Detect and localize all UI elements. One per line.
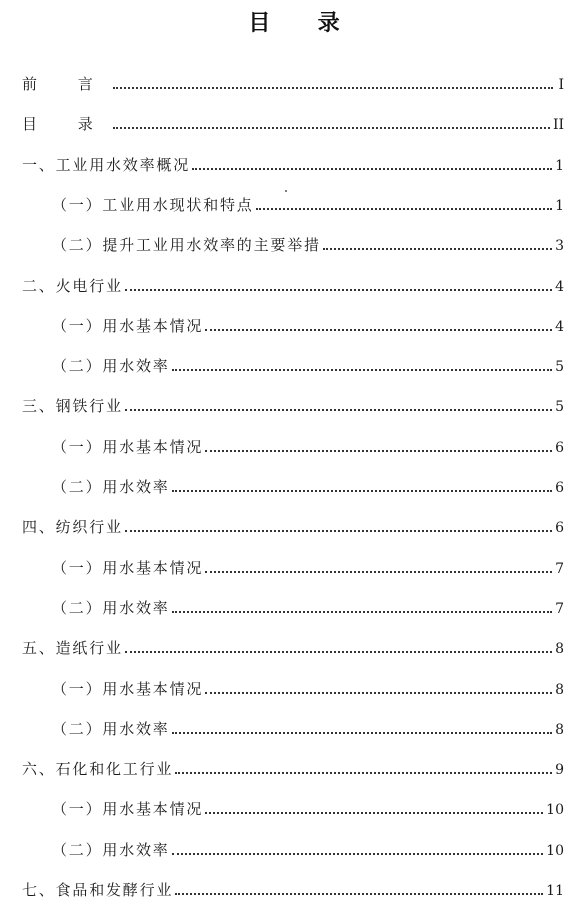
- toc-entry-page-number: 7: [555, 561, 564, 577]
- dot-leader: [125, 651, 552, 653]
- dot-leader: [172, 490, 552, 492]
- toc-entry-label: （一）用水基本情况: [52, 438, 204, 456]
- dot-leader: [205, 692, 552, 694]
- toc-entry-page-number: 3: [555, 238, 564, 254]
- toc-entry-page-number: 8: [555, 682, 564, 698]
- dot-leader: [175, 772, 552, 774]
- toc-entry[interactable]: [52, 793, 564, 817]
- toc-entry[interactable]: [22, 874, 564, 898]
- toc-entry-label: （二）用水效率: [52, 720, 170, 738]
- dot-leader: [113, 87, 553, 89]
- dot-leader: [125, 409, 552, 411]
- toc-entry-page-number: 6: [555, 520, 564, 536]
- toc-entry-page-number: 5: [555, 359, 564, 375]
- toc-entry-label: （一）工业用水现状和特点: [52, 196, 254, 214]
- toc-entry-label: 一、工业用水效率概况: [22, 156, 191, 174]
- toc-entry[interactable]: [22, 390, 564, 414]
- toc-entry-page-number: 5: [555, 399, 564, 415]
- toc-entry[interactable]: [22, 108, 564, 132]
- toc-entry[interactable]: [22, 149, 564, 173]
- dot-leader: [125, 289, 552, 291]
- toc-entry[interactable]: [52, 552, 564, 576]
- toc-entry[interactable]: [52, 189, 564, 213]
- toc-entry-label: （一）用水基本情况: [52, 680, 204, 698]
- dot-leader: [205, 329, 552, 331]
- dot-leader: [205, 812, 543, 814]
- toc-entry-page-number: 1: [555, 158, 564, 174]
- scan-speck: [285, 190, 287, 192]
- dot-leader: [172, 611, 552, 613]
- dot-leader: [323, 248, 552, 250]
- dot-leader: [125, 530, 552, 532]
- toc-entry-page-number: 8: [555, 641, 564, 657]
- toc-entry-label: 四、纺织行业: [22, 518, 123, 536]
- toc-entry[interactable]: [52, 673, 564, 697]
- toc-entry-label: 七、食品和发酵行业: [22, 881, 174, 899]
- toc-entry[interactable]: [52, 471, 564, 495]
- toc-entry-label: （二）用水效率: [52, 357, 170, 375]
- toc-entry[interactable]: [52, 310, 564, 334]
- toc-entry-page-number: 4: [555, 319, 564, 335]
- dot-leader: [205, 571, 552, 573]
- toc-entry-page-number: 1: [555, 198, 564, 214]
- toc-entry-label: （一）用水基本情况: [52, 559, 204, 577]
- toc-entry[interactable]: [52, 350, 564, 374]
- dot-leader: [172, 853, 544, 855]
- dot-leader: [172, 732, 552, 734]
- toc-entry[interactable]: [22, 511, 564, 535]
- toc-entry[interactable]: [22, 753, 564, 777]
- dot-leader: [113, 127, 550, 129]
- toc-entry[interactable]: [22, 632, 564, 656]
- dot-leader: [175, 893, 543, 895]
- toc-entry-label: 六、石化和化工行业: [22, 760, 174, 778]
- toc-entry[interactable]: [52, 834, 564, 858]
- toc-entry-label: （二）提升工业用水效率的主要举措: [52, 236, 321, 254]
- page-title: 目 录: [248, 11, 360, 36]
- toc-entry-label: 五、造纸行业: [22, 639, 123, 657]
- toc-entry[interactable]: [52, 592, 564, 616]
- dot-leader: [172, 369, 552, 371]
- toc-entry-page-number: II: [552, 117, 564, 133]
- toc-entry-page-number: 4: [555, 279, 564, 295]
- toc-entry-label: 二、火电行业: [22, 277, 123, 295]
- toc-entry-page-number: 10: [546, 802, 564, 818]
- dot-leader: [192, 168, 552, 170]
- toc-entry-page-number: 11: [546, 883, 564, 899]
- toc-entry-page-number: 8: [555, 722, 564, 738]
- toc-entry-label: 三、钢铁行业: [22, 397, 123, 415]
- toc-entry[interactable]: [22, 270, 564, 294]
- toc-entry-label: （二）用水效率: [52, 478, 170, 496]
- toc-entry-label: 前 言: [22, 75, 111, 93]
- toc-entry-label: （一）用水基本情况: [52, 317, 204, 335]
- dot-leader: [256, 208, 552, 210]
- dot-leader: [205, 450, 552, 452]
- toc-entry-label: 目 录: [22, 115, 111, 133]
- toc-entry-label: （二）用水效率: [52, 599, 170, 617]
- toc-entry[interactable]: [52, 229, 564, 253]
- toc-entry[interactable]: [22, 68, 564, 92]
- toc-entry[interactable]: [52, 431, 564, 455]
- toc-entry-page-number: 6: [555, 440, 564, 456]
- toc-entry[interactable]: [52, 713, 564, 737]
- toc-entry-page-number: 10: [546, 843, 564, 859]
- toc-entry-page-number: I: [558, 77, 564, 93]
- toc-entry-page-number: 9: [555, 762, 564, 778]
- toc-entry-page-number: 7: [555, 601, 564, 617]
- toc-entry-label: （一）用水基本情况: [52, 800, 204, 818]
- toc-entry-page-number: 6: [555, 480, 564, 496]
- toc-entry-label: （二）用水效率: [52, 841, 170, 859]
